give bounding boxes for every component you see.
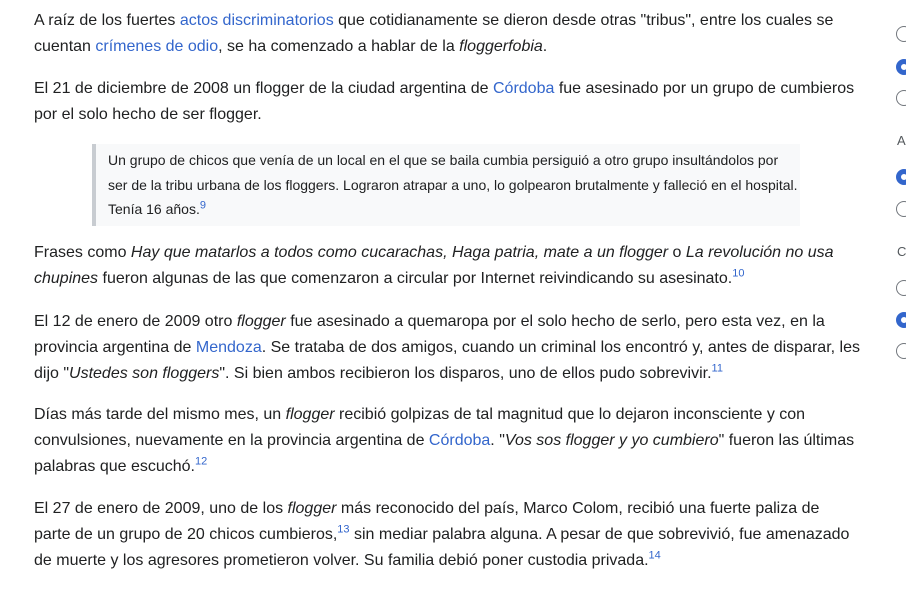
text: fue asesinado por un grupo de cumbieros por el solo hecho de ser flogger. bbox=[34, 80, 855, 123]
text: , se ha comenzado a hablar de la bbox=[218, 38, 460, 55]
text: que cotidianamente se dieron desde otras "tribus", entre los cuales se cuentan bbox=[34, 12, 834, 55]
paragraph-cordoba-golpizas bbox=[34, 402, 860, 480]
quote-text: Un grupo de chicos que venía de un local en el que se baila cumbia persiguió a otro grupo insultándolos por ser de la tribu urbana de los floggers. Lograron atrapar a uno, lo golpearon brutalmente y falleció en el hospital. Tenía 16 años. bbox=[108, 152, 798, 217]
sidebar-section-label: C bbox=[897, 244, 906, 259]
emphasis: Vos sos flogger y yo cumbiero bbox=[504, 432, 719, 449]
text: El 21 de diciembre de 2008 un flogger de la ciudad argentina de bbox=[34, 80, 493, 97]
text: Días más tarde del mismo mes, un bbox=[34, 406, 286, 423]
paragraph-frases bbox=[34, 240, 860, 292]
text: recibió golpizas de tal magnitud que lo dejaron inconsciente y con convulsiones, nuevamente en la provincia argentina de bbox=[34, 406, 806, 449]
radio-option[interactable] bbox=[896, 90, 906, 106]
text: . Se trataba de dos amigos, cuando un criminal los encontró y, antes de disparar, les dijo " bbox=[34, 339, 860, 382]
radio-option[interactable] bbox=[896, 59, 906, 75]
text: . " bbox=[490, 432, 505, 449]
link-mendoza[interactable]: Mendoza bbox=[195, 339, 262, 356]
text: El 12 de enero de 2009 otro bbox=[34, 313, 237, 330]
text: A raíz de los fuertes bbox=[34, 12, 180, 29]
reference-12[interactable]: 12 bbox=[195, 455, 208, 468]
paragraph-cordoba-2008 bbox=[34, 76, 860, 128]
radio-option[interactable] bbox=[896, 169, 906, 185]
emphasis: flogger bbox=[236, 313, 286, 330]
reference-13[interactable]: 13 bbox=[337, 523, 350, 536]
appearance-sidebar bbox=[896, 0, 906, 592]
reference-10[interactable]: 10 bbox=[732, 267, 745, 280]
paragraph-marco-colom bbox=[34, 496, 860, 574]
text: Frases como bbox=[34, 244, 131, 261]
link-cordoba[interactable]: Córdoba bbox=[428, 432, 491, 449]
reference-11[interactable]: 11 bbox=[711, 362, 723, 375]
text: ". Si bien ambos recibieron los disparos, uno de ellos pudo sobrevivir. bbox=[219, 365, 712, 382]
text: fue asesinado a quemaropa por el solo hecho de serlo, pero esta vez, en la provincia argentina de bbox=[34, 313, 825, 356]
paragraph-floggerfobia bbox=[34, 8, 860, 60]
blockquote bbox=[92, 144, 800, 226]
text: sin mediar palabra alguna. A pesar de que sobrevivió, fue amenazado de muerte y los agresores prometieron volver. Su familia debió poner custodia privada. bbox=[34, 526, 850, 569]
radio-option[interactable] bbox=[896, 201, 906, 217]
sidebar-section-label: A bbox=[897, 133, 906, 148]
radio-option[interactable] bbox=[896, 280, 906, 296]
text: El 27 de enero de 2009, uno de los bbox=[34, 500, 288, 517]
reference-14[interactable]: 14 bbox=[648, 549, 661, 562]
radio-option[interactable] bbox=[896, 343, 906, 359]
paragraph-mendoza-2009 bbox=[34, 309, 860, 387]
emphasis: flogger bbox=[285, 406, 335, 423]
text: o bbox=[668, 244, 686, 261]
radio-option[interactable] bbox=[896, 26, 906, 42]
radio-option[interactable] bbox=[896, 312, 906, 328]
emphasis: floggerfobia bbox=[459, 38, 543, 55]
text: . bbox=[542, 38, 548, 55]
emphasis: Hay que matarlos a todos como cucarachas, Haga patria, mate a un flogger bbox=[130, 244, 669, 261]
reference-9[interactable]: 9 bbox=[199, 199, 206, 212]
link-cordoba[interactable]: Córdoba bbox=[493, 80, 555, 97]
text: más reconocido del país, Marco Colom, recibió una fuerte paliza de parte de un grupo de 20 chicos cumbieros, bbox=[34, 500, 820, 543]
emphasis: La revolución no usa chupines bbox=[34, 244, 834, 287]
link-actos-discriminatorios[interactable]: actos discriminatorios bbox=[179, 12, 334, 29]
text: fueron algunas de las que comenzaron a circular por Internet reivindicando su asesinato. bbox=[98, 270, 733, 287]
emphasis: Ustedes son floggers bbox=[69, 365, 220, 382]
emphasis: flogger bbox=[287, 500, 337, 517]
link-crimenes-de-odio[interactable]: crímenes de odio bbox=[95, 38, 219, 55]
text: " fueron las últimas palabras que escuchó. bbox=[34, 432, 855, 475]
